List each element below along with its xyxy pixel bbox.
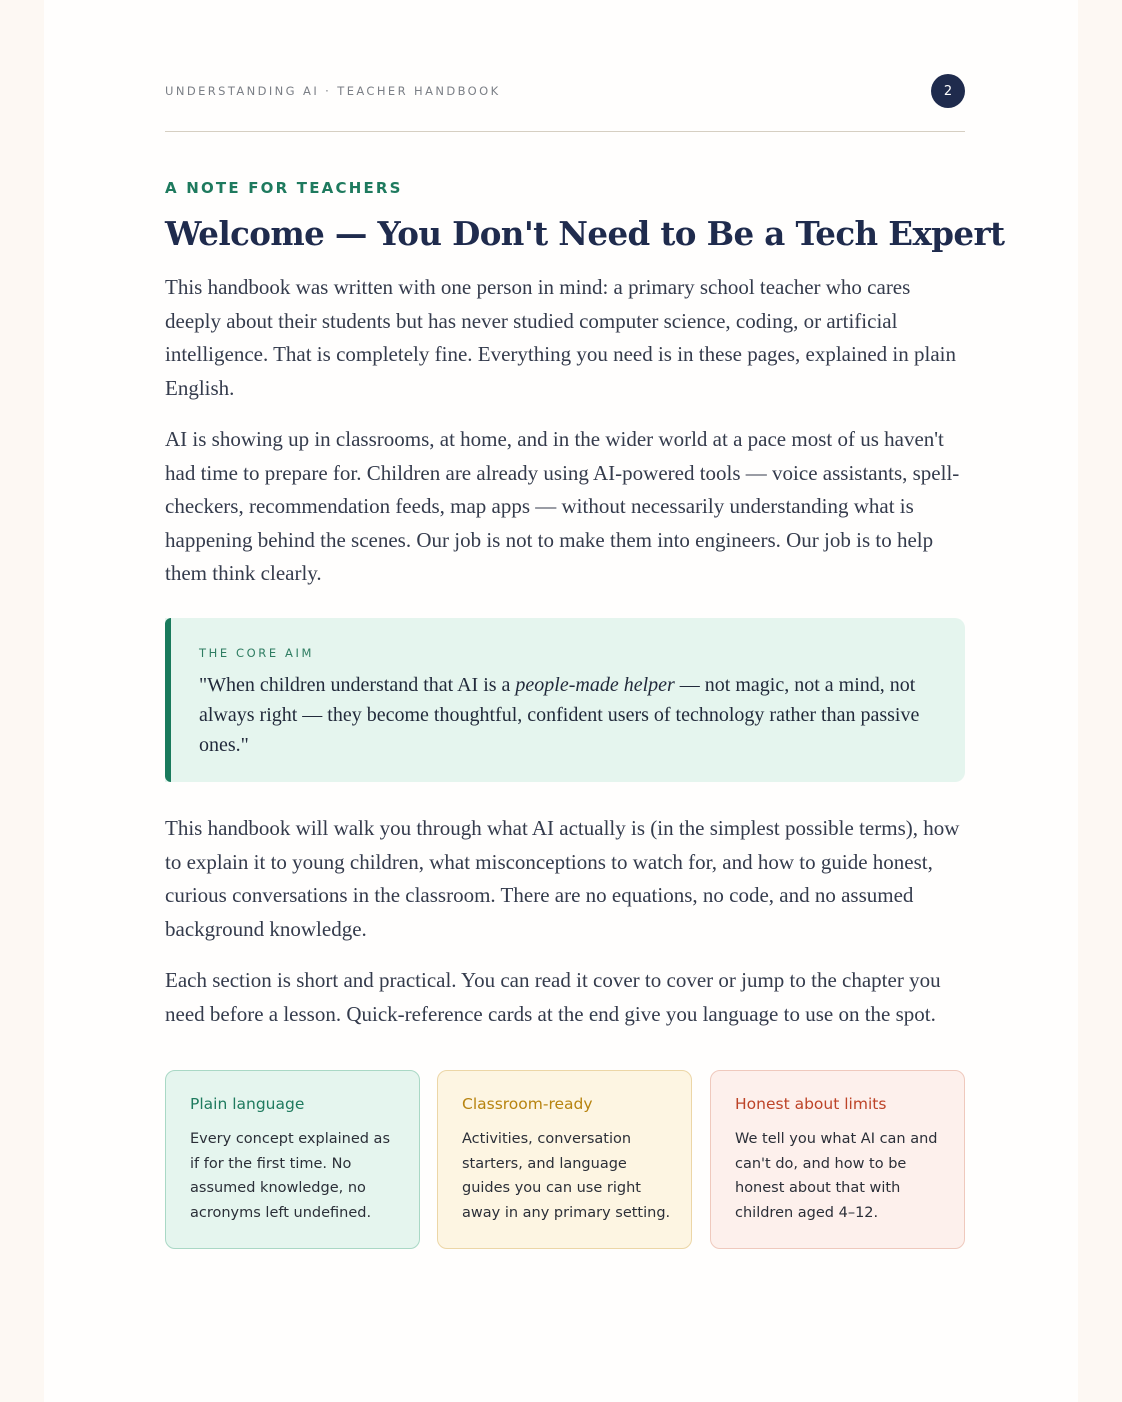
feature-card-honest-limits	[710, 1070, 965, 1249]
header-divider	[165, 131, 965, 132]
card-title: Classroom-ready	[462, 1095, 593, 1113]
quote-emphasis: people-made helper	[515, 674, 675, 696]
card-body: Every concept explained as if for the first time. No assumed knowledge, no acronyms left undefined.	[190, 1131, 390, 1222]
feature-card-plain-language	[165, 1070, 420, 1249]
page-number-badge: 2	[931, 74, 965, 108]
callout-quote	[199, 670, 939, 760]
overview-paragraph: This handbook will walk you through what AI actually is (in the simplest possible terms), how to explain it to young children, what misconceptions to watch for, and how to guide honest, curious conversations in the classroom. There are no equations, no code, and no assumed background knowledge.	[165, 816, 960, 941]
handbook-page	[44, 0, 1078, 1402]
quote-start: "When children understand that AI is a	[199, 674, 516, 696]
section-eyebrow: A NOTE FOR TEACHERS	[165, 179, 403, 197]
card-body: We tell you what AI can and can't do, and how to be honest about that with children aged 4–12.	[735, 1131, 938, 1222]
callout-label: THE CORE AIM	[199, 646, 314, 660]
quote-end: — not magic, not a mind, not always right — they become thoughtful, confident users of technology rather than passive ones."	[199, 674, 920, 756]
context-paragraph: AI is showing up in classrooms, at home, and in the wider world at a pace most of us haven't had time to prepare for. Children are already using AI-powered tools — voice assistants, spell-checkers, recommendation feeds, map apps — without necessarily understanding what is happening behind the scenes. Our job is not to make them into engineers. Our job is to help them think clearly.	[165, 427, 960, 585]
core-aim-callout	[165, 618, 965, 782]
card-title: Honest about limits	[735, 1095, 887, 1113]
intro-paragraph: This handbook was written with one person in mind: a primary school teacher who cares deeply about their students but has never studied computer science, coding, or artificial intelligence. That is completely fine. Everything you need is in these pages, explained in plain English.	[165, 275, 956, 400]
usage-paragraph: Each section is short and practical. You can read it cover to cover or jump to the chapter you need before a lesson. Quick-reference cards at the end give you language to use on the spot.	[165, 968, 941, 1026]
card-body: Activities, conversation starters, and language guides you can use right away in any primary setting.	[462, 1131, 671, 1222]
page-title: Welcome — You Don't Need to Be a Tech Expert	[165, 214, 1005, 253]
feature-card-classroom-ready	[437, 1070, 692, 1249]
running-header: UNDERSTANDING AI · TEACHER HANDBOOK	[165, 84, 501, 98]
card-title: Plain language	[190, 1095, 305, 1113]
